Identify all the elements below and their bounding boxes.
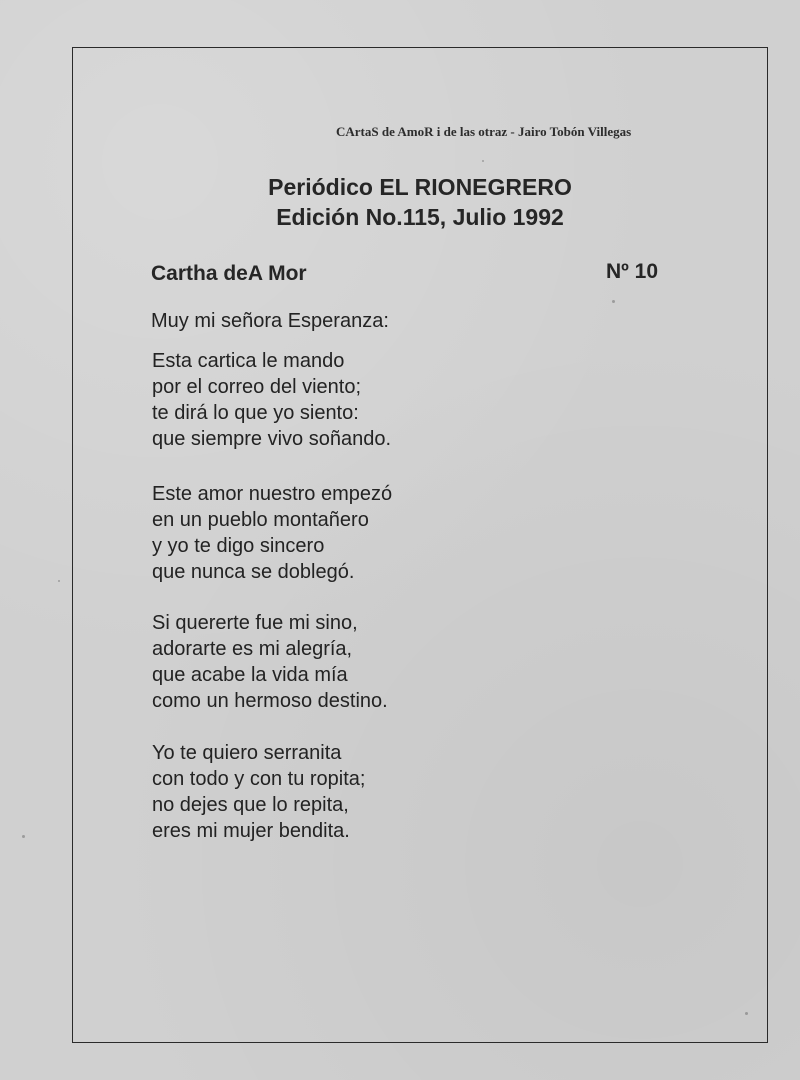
verse-line: Si quererte fue mi sino,: [152, 612, 358, 634]
verse-line: que nunca se doblegó.: [152, 561, 355, 583]
running-header: CArtaS de AmoR i de las otraz - Jairo Tobón Villegas: [336, 124, 632, 139]
newspaper-heading: [200, 172, 640, 232]
verse-line: que siempre vivo soñando.: [152, 428, 392, 450]
verse-line: Este amor nuestro empezó: [152, 483, 393, 505]
scan-speck: [22, 835, 25, 838]
verse-line: que acabe la vida mía: [152, 664, 348, 686]
scan-speck: [58, 580, 60, 582]
verse-line: adorarte es mi alegría,: [152, 638, 353, 660]
newspaper-name: Periódico EL RIONEGRERO: [268, 174, 572, 200]
verse-line: te dirá lo que yo siento:: [152, 402, 359, 424]
stanza: [152, 740, 365, 844]
verse-line: y yo te digo sincero: [152, 535, 325, 557]
verse-line: en un pueblo montañero: [152, 509, 369, 531]
scan-speck: [612, 300, 615, 303]
verse-line: como un hermoso destino.: [152, 690, 388, 712]
scan-speck: [482, 160, 484, 162]
scan-speck: [745, 1012, 748, 1015]
stanza: [152, 481, 392, 585]
stanza: [152, 348, 391, 452]
verse-line: Yo te quiero serranita: [152, 742, 342, 764]
edition-line: Edición No.115, Julio 1992: [276, 204, 564, 230]
verse-line: Esta cartica le mando: [152, 350, 345, 372]
stanza: [152, 610, 388, 714]
letter-title: Cartha deA Mor: [151, 262, 307, 285]
verse-line: eres mi mujer bendita.: [152, 820, 350, 842]
verse-line: con todo y con tu ropita;: [152, 768, 366, 790]
verse-line: no dejes que lo repita,: [152, 794, 349, 816]
letter-number: Nº 10: [606, 260, 659, 283]
verse-line: por el correo del viento;: [152, 376, 362, 398]
salutation: Muy mi señora Esperanza:: [151, 310, 389, 332]
